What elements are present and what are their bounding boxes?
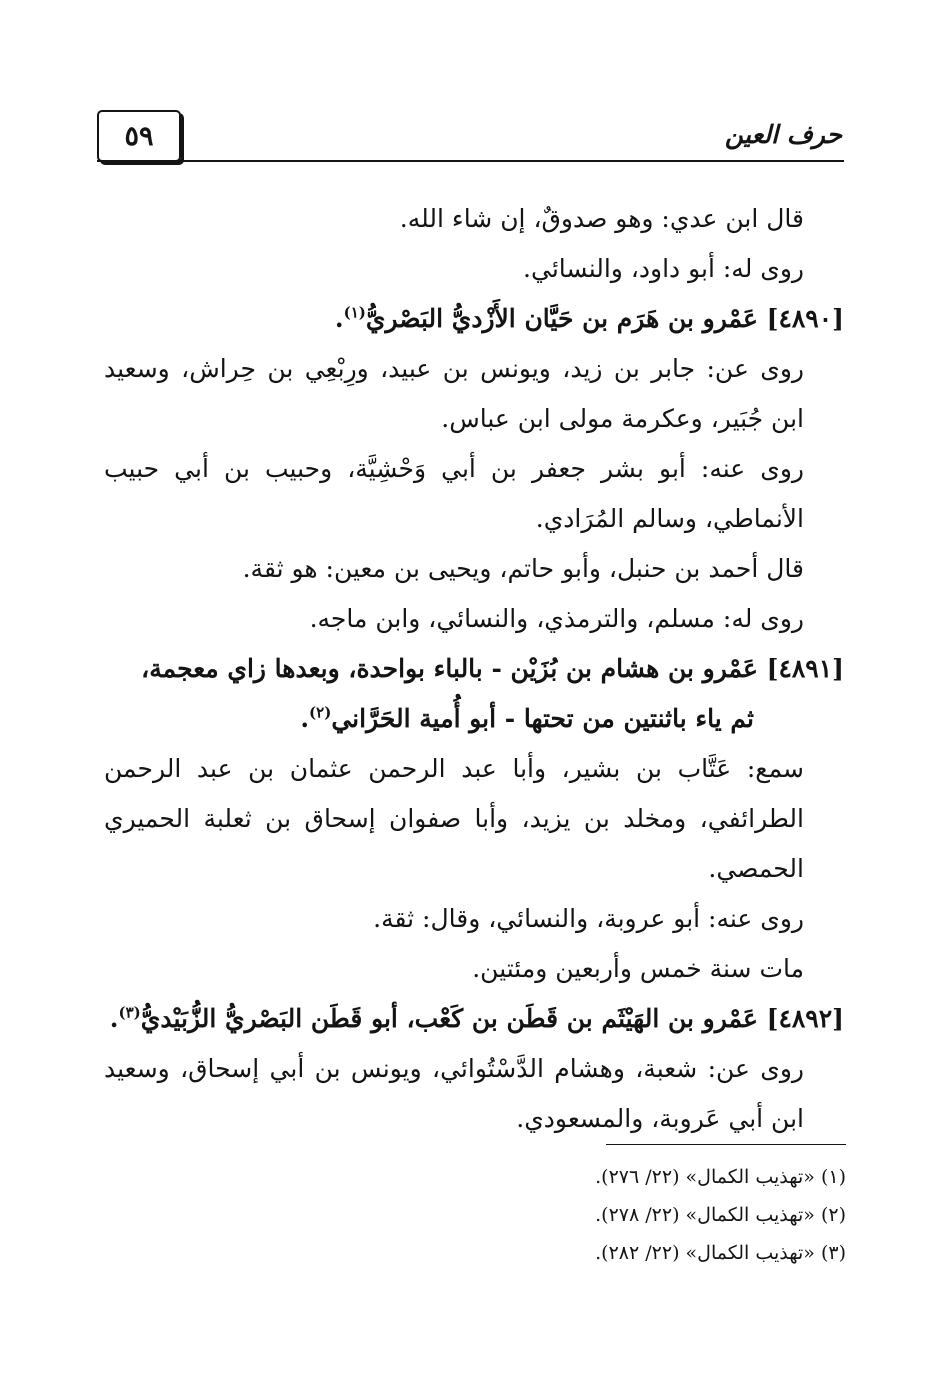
page-number: ٥٩ [124, 120, 154, 152]
text-line: روى عنه: أبو بشر جعفر بن أبي وَحْشِيَّة، وحبيب بن أبي حبيب الأنماطي، وسالم المُرَادي. [104, 454, 804, 533]
footnote-2: (٢) «تهذيب الكمال» (٢٢/ ٢٧٨). [595, 1204, 846, 1226]
entry-heading-4890: [٤٨٩٠] عَمْرو بن هَرَم بن حَيَّان الأَزْديُّ البَصْريُّ$^{(١)}$. [334, 303, 844, 333]
entry-heading-text: [٤٨٩٢] عَمْرو بن الهَيْثَم بن قَطَن بن كَعْب، أبو قَطَن البَصْريُّ الزُّبَيْديُّ [140, 1004, 844, 1033]
text-line: روى له: أبو داود، والنسائي. [523, 254, 804, 283]
footnote-3: (٣) «تهذيب الكمال» (٢٢/ ٢٨٢). [595, 1242, 846, 1264]
entry-heading-4892: [٤٨٩٢] عَمْرو بن الهَيْثَم بن قَطَن بن كَعْب، أبو قَطَن البَصْريُّ الزُّبَيْديُّ$^{(٣)}$. [109, 1003, 844, 1033]
footnotes [104, 1158, 846, 1272]
header-divider [97, 160, 844, 162]
text-line: قال ابن عدي: وهو صدوقٌ، إن شاء الله. [399, 204, 804, 233]
footnote-1: (١) «تهذيب الكمال» (٢٢/ ٢٧٦). [595, 1166, 846, 1188]
entry-heading-text: [٤٨٩٠] عَمْرو بن هَرَم بن حَيَّان الأَزْديُّ البَصْريُّ [365, 304, 844, 333]
footnote-divider [606, 1144, 846, 1145]
entry-heading-4891: [٤٨٩١] عَمْرو بن هشام بن بُزَيْن - بالباء بواحدة، وبعدها زاي معجمة، [141, 654, 844, 683]
entry-heading-text: ثم ياء باثنتين من تحتها - أبو أُمية الحَرَّاني [331, 704, 754, 733]
text-line: روى له: مسلم، والترمذي، والنسائي، وابن ماجه. [309, 604, 804, 633]
text-line: قال أحمد بن حنبل، وأبو حاتم، ويحيى بن معين: هو ثقة. [242, 554, 804, 583]
footnote-ref-2: (٢) [309, 703, 332, 722]
text-line: مات سنة خمس وأربعين ومئتين. [472, 954, 804, 983]
main-text [104, 194, 844, 1144]
footnote-ref-1: (١) [343, 303, 366, 322]
entry-heading-4891-cont: ثم ياء باثنتين من تحتها - أبو أُمية الحَرَّاني$^{(٢)}$. [300, 703, 754, 733]
text-line: روى عنه: أبو عروبة، والنسائي، وقال: ثقة. [373, 904, 804, 933]
text-line: روى عن: جابر بن زيد، ويونس بن عبيد، ورِبْعِي بن حِراش، وسعيد ابن جُبَير، وعكرمة مولى ابن عباس. [104, 354, 804, 433]
text-line: روى عن: شعبة، وهشام الدَّسْتُوائي، ويونس بن أبي إسحاق، وسعيد ابن أبي عَروبة، والمسعودي. [104, 1054, 804, 1133]
page-number-box [97, 110, 181, 162]
running-title: حرف العين [724, 120, 842, 149]
footnote-ref-3: (٣) [118, 1003, 141, 1022]
text-line: سمع: عَتَّاب بن بشير، وأبا عبد الرحمن عثمان بن عبد الرحمن الطرائفي، ومخلد بن يزيد، وأبا صفوان إسحاق بن ثعلبة الحميري الحمصي. [104, 754, 804, 883]
